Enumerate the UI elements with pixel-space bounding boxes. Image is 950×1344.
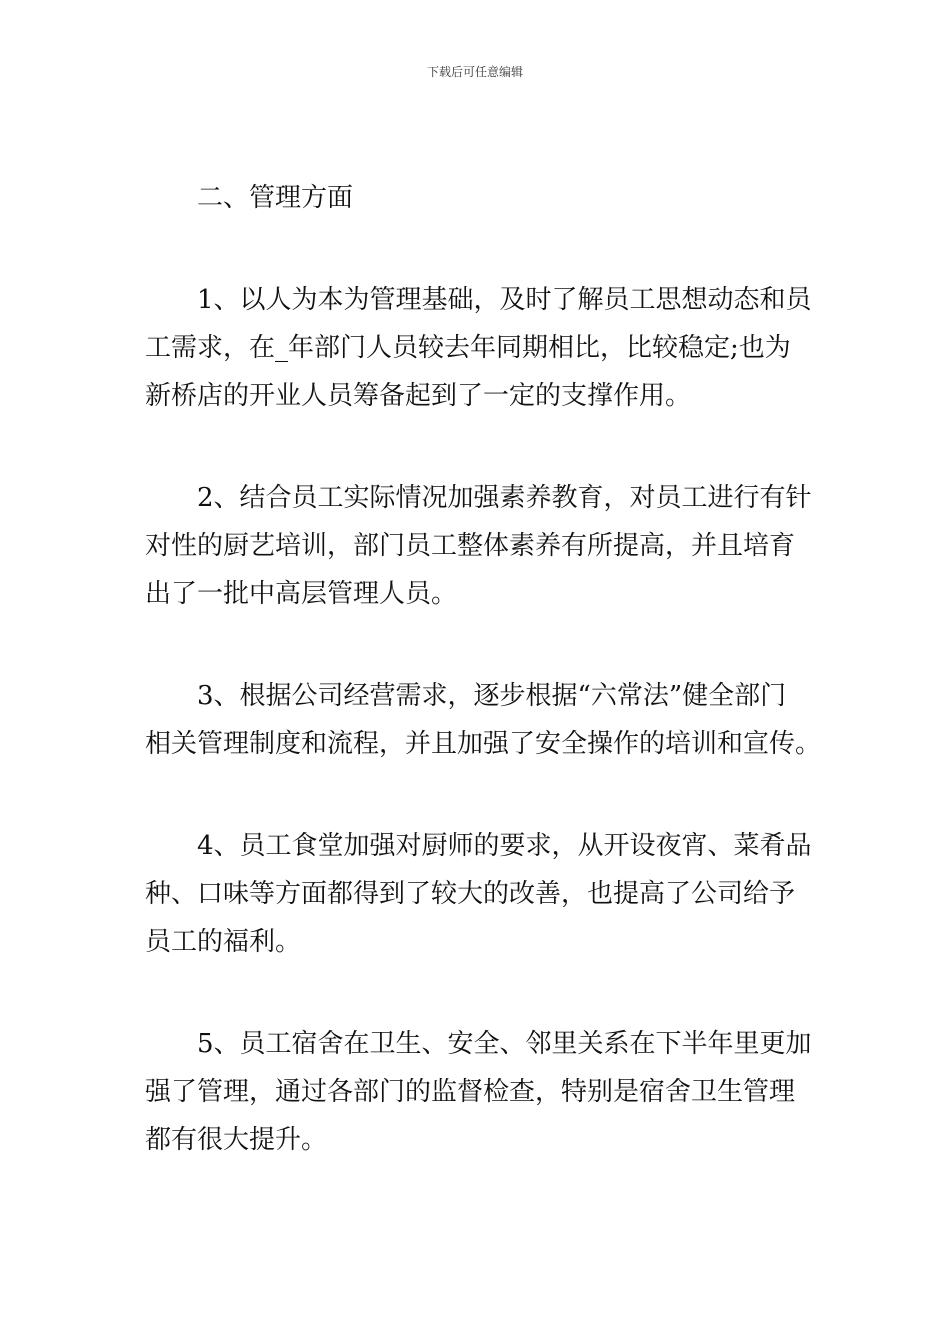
- paragraph-line: 4、员工食堂加强对厨师的要求，从开设夜宵、菜肴品: [197, 831, 812, 861]
- paragraph-4: [145, 822, 812, 966]
- paragraph-line: 都有很大提升。: [145, 1125, 328, 1155]
- paragraph-line: 工需求，在_年部门人员较去年同期相比，比较稳定;也为: [145, 333, 791, 363]
- paragraph-line: 新桥店的开业人员筹备起到了一定的支撑作用。: [145, 381, 692, 411]
- paragraph-line: 员工的福利。: [145, 927, 302, 957]
- paragraph-line: 强了管理，通过各部门的监督检查，特别是宿舍卫生管理: [145, 1077, 796, 1107]
- paragraph-line: 出了一批中高层管理人员。: [145, 579, 458, 609]
- section-heading: 二、管理方面: [197, 183, 354, 213]
- paragraph-line: 5、员工宿舍在卫生、安全、邻里关系在下半年里更加: [197, 1029, 812, 1059]
- paragraph-line: 对性的厨艺培训，部门员工整体素养有所提高，并且培育: [145, 531, 796, 561]
- paragraph-line: 2、结合员工实际情况加强素养教育，对员工进行有针: [197, 483, 812, 513]
- paragraph-3: [145, 672, 822, 768]
- paragraph-5: [145, 1020, 812, 1164]
- paragraph-1: [145, 276, 812, 420]
- paragraph-line: 相关管理制度和流程，并且加强了安全操作的培训和宣传。: [145, 729, 822, 759]
- paragraph-line: 1、以人为本为管理基础，及时了解员工思想动态和员: [197, 285, 812, 315]
- paragraph-2: [145, 474, 812, 618]
- paragraph-line: 种、口味等方面都得到了较大的改善，也提高了公司给予: [145, 879, 796, 909]
- page-header-note: 下载后可任意编辑: [426, 65, 523, 79]
- paragraph-line: 3、根据公司经营需求，逐步根据“六常法”健全部门: [197, 681, 787, 711]
